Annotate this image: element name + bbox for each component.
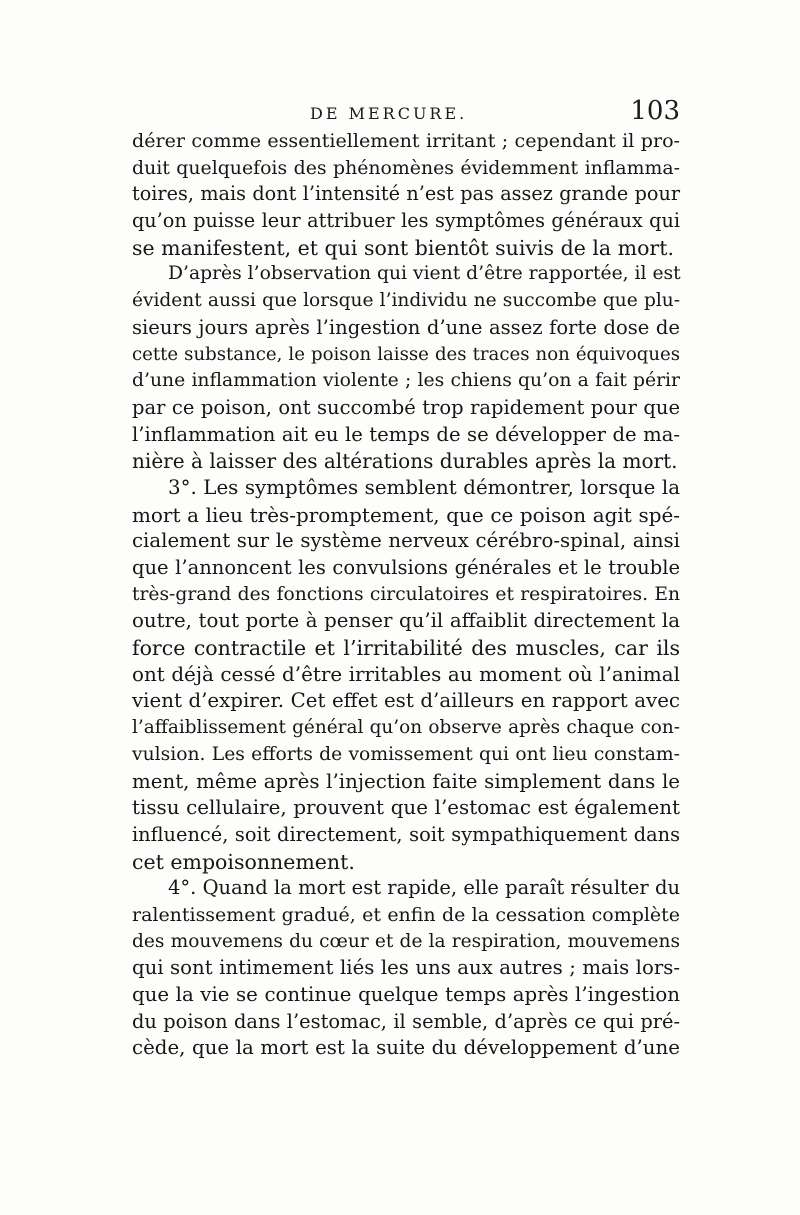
text-line: sieurs jours après l’ingestion d’une assez forte dose de <box>132 315 680 339</box>
text-line: très-grand des fonctions circulatoires et respiratoires. En <box>132 583 680 605</box>
text-line: toires, mais dont l’intensité n’est pas assez grande pour <box>132 182 680 206</box>
page-number: 103 <box>630 96 680 126</box>
text-line: que la vie se continue quelque temps après l’ingestion <box>132 983 680 1006</box>
text-line: vient d’expirer. Cet effet est d’ailleurs en rapport avec <box>132 689 680 713</box>
text-line: qu’on puisse leur attribuer les symptômes généraux qui <box>132 209 680 233</box>
text-line: tissu cellulaire, prouvent que l’estomac est également <box>132 796 680 820</box>
text-line: duit quelquefois des phénomènes évidemment inflamma- <box>132 156 680 179</box>
text-line: cette substance, le poison laisse des traces non équivoques <box>132 343 680 365</box>
text-line: vulsion. Les efforts de vomissement qui ont lieu constam- <box>132 743 680 765</box>
text-line: mort a lieu très-promptement, que ce poison agit spé- <box>132 502 680 527</box>
text-line: cialement sur le système nerveux cérébro-spinal, ainsi <box>132 529 680 553</box>
text-line: ont déjà cessé d’être irritables au moment où l’animal <box>132 662 680 686</box>
text-line: 4°. Quand la mort est rapide, elle paraît résulter du <box>168 876 680 900</box>
text-line: ment, même après l’injection faite simplement dans le <box>132 769 680 793</box>
text-line: cet empoisonnement. <box>132 849 355 874</box>
text-line: outre, tout porte à penser qu’il affaiblit directement la <box>132 609 680 633</box>
text-line: se manifestent, et qui sont bientôt suivis de la mort. <box>132 235 674 260</box>
text-line: qui sont intimement liés les uns aux autres ; mais lors- <box>132 956 680 980</box>
text-line: du poison dans l’estomac, il semble, d’après ce qui pré- <box>132 1009 680 1033</box>
text-line: d’une inflammation violente ; les chiens qu’on a fait périr <box>132 370 680 392</box>
text-line: nière à laisser des altérations durables après la mort. <box>132 449 678 474</box>
text-line: force contractile et l’irritabilité des muscles, car ils <box>132 636 680 661</box>
text-line: ralentissement gradué, et enfin de la cessation complète <box>132 903 680 926</box>
text-line: que l’annoncent les convulsions générales et le trouble <box>132 556 680 579</box>
running-head <box>132 98 680 128</box>
text-line: l’affaiblissement général qu’on observe après chaque con- <box>132 717 680 739</box>
text-line: influencé, soit directement, soit sympathiquement dans <box>132 822 680 846</box>
text-line: l’inflammation ait eu le temps de se développer de ma- <box>132 422 680 446</box>
body-text <box>132 128 680 1062</box>
text-line: D’après l’observation qui vient d’être rapportée, il est <box>168 263 681 285</box>
text-line: évident aussi que lorsque l’individu ne succombe que plu- <box>132 290 680 312</box>
text-line: dérer comme essentiellement irritant ; cependant il pro- <box>132 130 680 152</box>
text-line: 3°. Les symptômes semblent démontrer, lorsque la <box>168 475 680 499</box>
text-line: par ce poison, ont succombé trop rapidement pour que <box>132 395 680 419</box>
text-line: cède, que la mort est la suite du développement d’une <box>132 1036 680 1060</box>
running-title: DE MERCURE. <box>310 104 468 123</box>
text-line: des mouvemens du cœur et de la respiration, mouvemens <box>132 930 680 952</box>
